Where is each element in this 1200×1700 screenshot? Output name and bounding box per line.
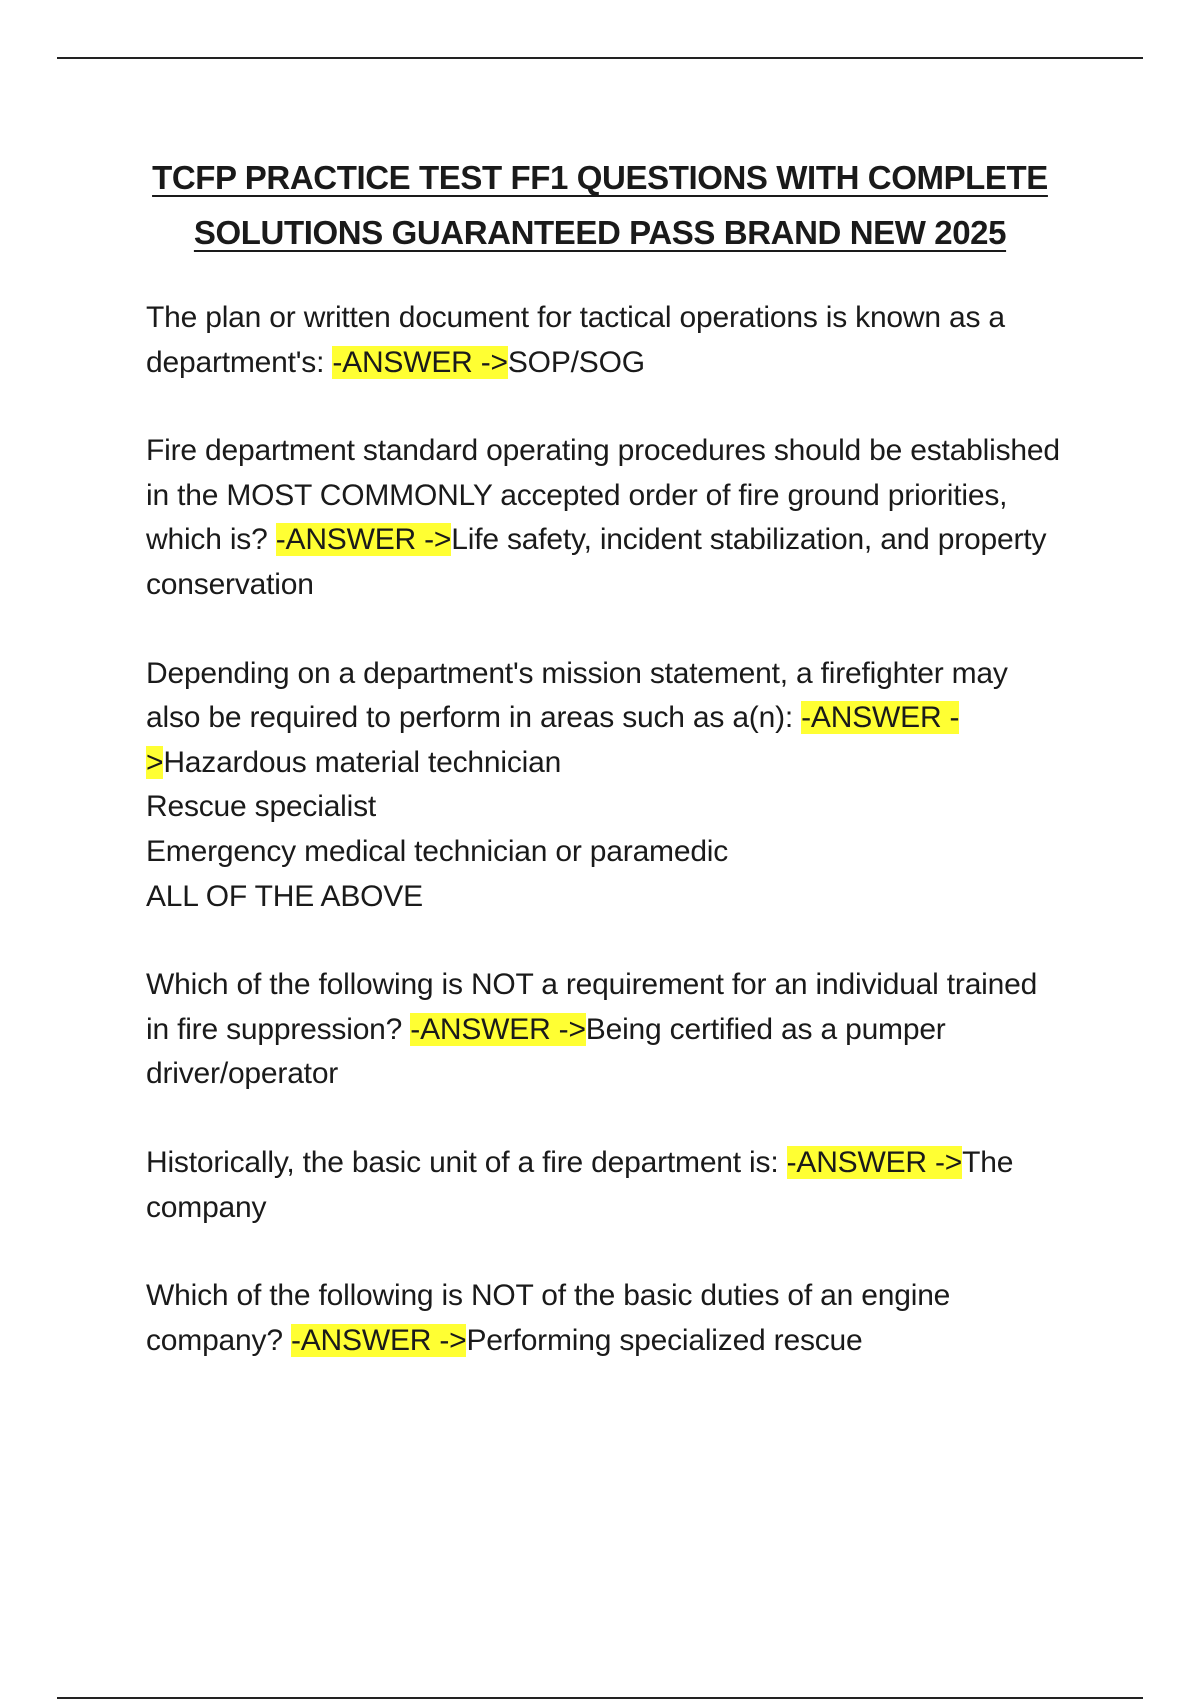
question-text: Depending on a department's mission statement, a firefighter may also be required to perform in areas such as a(n): xyxy=(146,656,1008,735)
answer-marker: -ANSWER -> xyxy=(410,1012,586,1046)
answer-marker: -ANSWER -> xyxy=(332,345,508,379)
question-text: The plan or written document for tactical operations is known as a department's: xyxy=(146,301,1005,379)
bottom-rule xyxy=(57,1697,1143,1699)
qa-item xyxy=(146,1274,1066,1363)
answer-text: Life safety, incident stabilization, and property conservation xyxy=(146,523,1047,601)
qa-item xyxy=(146,652,1066,920)
question-text: Fire department standard operating procedures should be established in the MOST COMMONLY accepted order of fire ground priorities, which is? xyxy=(146,434,1060,557)
qa-item xyxy=(146,963,1066,1097)
answer-text: Performing specialized rescue xyxy=(466,1323,863,1357)
answer-text: Hazardous material technician xyxy=(163,745,562,779)
title-line-2: SOLUTIONS GUARANTEED PASS BRAND NEW 2025 xyxy=(193,214,1007,251)
question-text: Which of the following is NOT of the basic duties of an engine company? xyxy=(146,1279,951,1357)
question-text: Which of the following is NOT a requirement for an individual trained in fire suppression? xyxy=(146,968,1038,1046)
document-title xyxy=(146,150,1054,260)
top-rule xyxy=(57,57,1143,59)
answer-line: ALL OF THE ABOVE xyxy=(146,879,423,913)
answer-marker: -ANSWER -> xyxy=(290,1323,467,1357)
answer-text: Being certified as a pumper driver/operator xyxy=(146,1012,946,1091)
answer-line: Emergency medical technician or paramedic xyxy=(146,834,729,868)
answer-marker: -ANSWER -> xyxy=(786,1145,963,1179)
title-line-1: TCFP PRACTICE TEST FF1 QUESTIONS WITH COMPLETE xyxy=(152,159,1048,196)
answer-marker: -ANSWER -> xyxy=(146,701,960,779)
qa-item xyxy=(146,296,1066,385)
question-text: Historically, the basic unit of a fire department is: xyxy=(146,1145,787,1179)
qa-item xyxy=(146,429,1066,607)
answer-marker: -ANSWER -> xyxy=(275,523,452,557)
answer-text: SOP/SOG xyxy=(507,345,645,379)
answer-line: Rescue specialist xyxy=(146,790,377,824)
answer-text: The company xyxy=(146,1145,1014,1224)
qa-list xyxy=(146,296,1066,1407)
qa-item xyxy=(146,1141,1066,1230)
